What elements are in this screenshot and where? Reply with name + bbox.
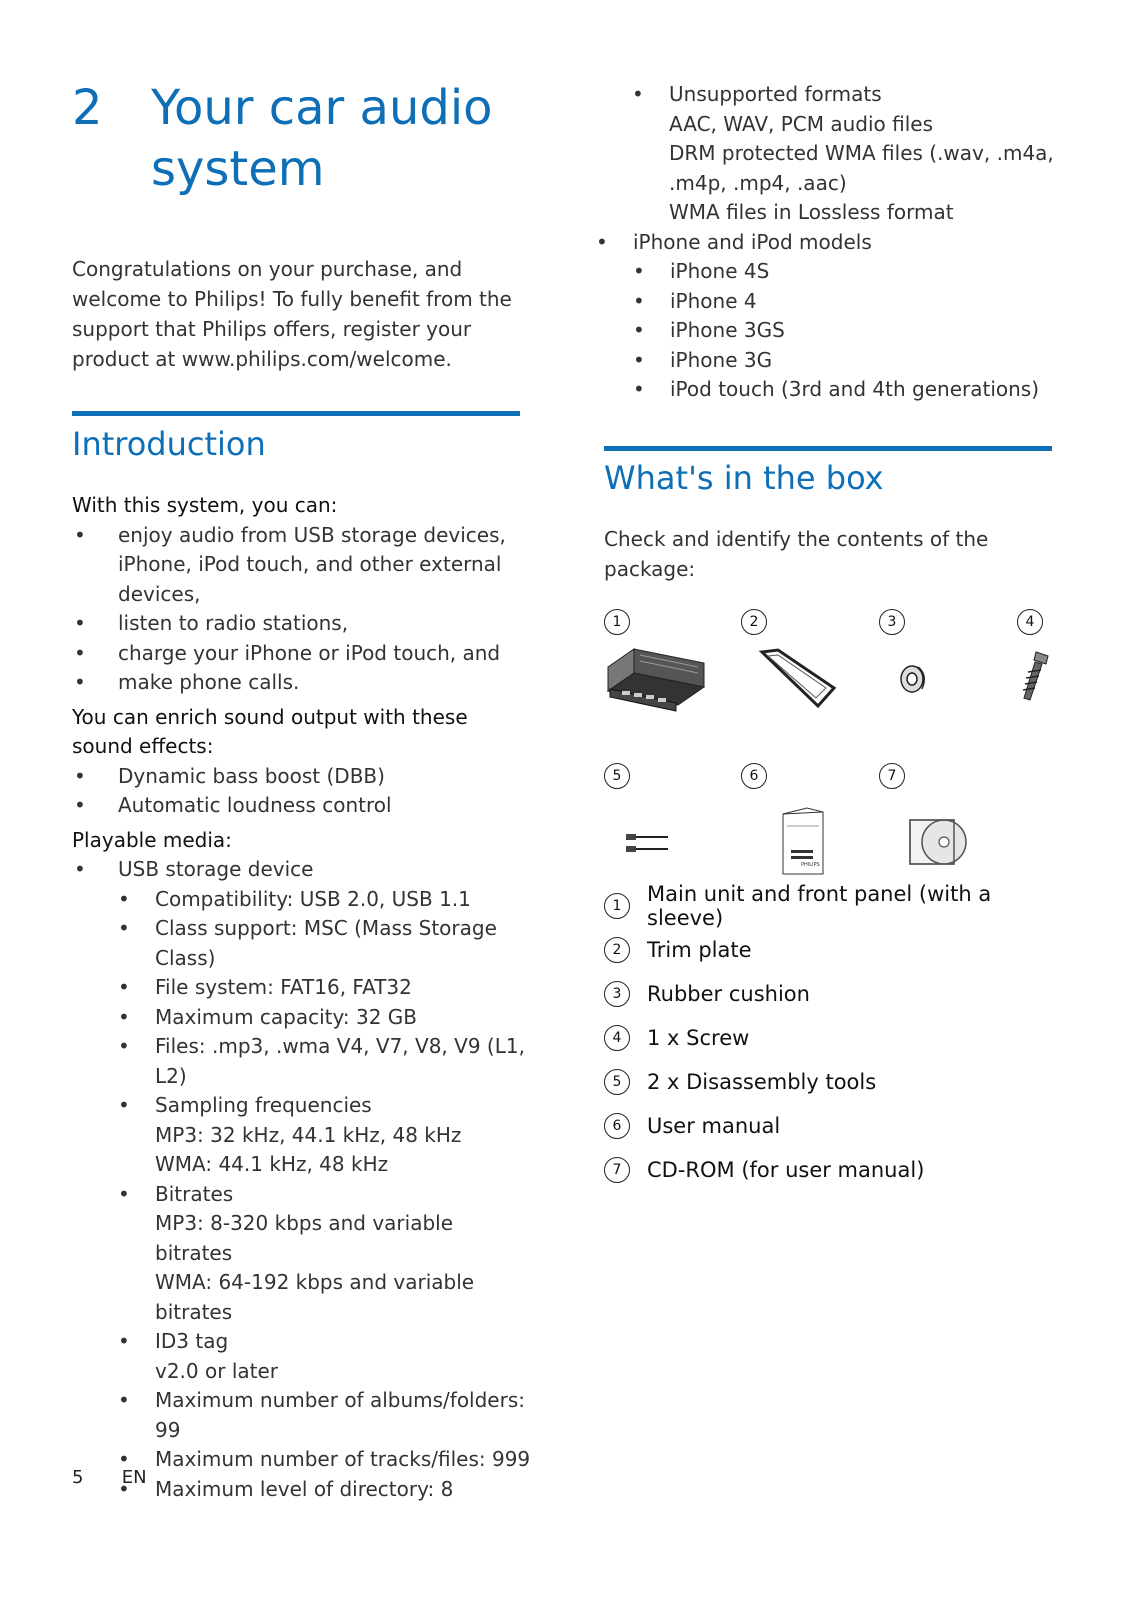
right-column-lists [596,80,1076,405]
list-item [118,885,532,915]
list-item [604,1104,1074,1148]
spec-detail: WMA: 64-192 kbps and variable bitrates [155,1270,475,1324]
trim-plate-illustration [758,648,838,710]
user-manual-illustration [781,806,825,876]
unsupported-label: • Unsupported formats [669,82,882,106]
spec-label: • Maximum level of directory: 8 [155,1476,454,1501]
spec-detail: WMA: 44.1 kHz, 48 kHz [155,1152,389,1176]
spec-label: • ID3 tag [155,1329,229,1353]
spec-label: • File system: FAT16, FAT32 [155,975,412,999]
iphone-models-list [633,257,1076,405]
legend-label: CD-ROM (for user manual) [647,1158,925,1182]
list-item [118,1327,532,1386]
unsupported-line: DRM protected WMA files (.wav, .m4a, .m4p, .mp4, .aac) [669,141,1054,195]
legend-label: Rubber cushion [647,982,810,1006]
item-number-1: 1 [604,609,630,635]
chapter-number: 2 [72,80,103,136]
spec-label: • Maximum number of tracks/files: 999 [155,1447,531,1471]
list-item [596,228,1076,405]
list-item [118,1003,532,1033]
legend-number: 4 [604,1025,630,1051]
spec-label: • Sampling frequencies [155,1093,372,1117]
box-instruction: Check and identify the contents of the package: [604,527,989,581]
item-number-7: 7 [879,763,905,789]
disassembly-tools-illustration [624,830,670,858]
list-item [604,1148,1074,1192]
unsupported-list [596,80,1076,228]
box-contents-list [604,884,1074,1192]
list-item [118,914,532,973]
legend-number: 7 [604,1157,630,1183]
screw-illustration [1020,650,1050,704]
introduction-body [72,491,532,1504]
spec-label: • Class support: MSC (Mass Storage Class) [155,916,497,970]
list-item: • make phone calls. [72,668,532,698]
item-number-6: 6 [741,763,767,789]
effects-list [72,762,532,821]
playable-list [72,855,532,1504]
chapter-title-line-2: system [151,141,325,197]
spec-label: • Bitrates [155,1181,234,1206]
list-item [118,973,532,1003]
unsupported-line: WMA files in Lossless format [669,200,954,224]
list-item [632,80,1076,228]
page-footer [72,1467,147,1488]
item-number-4: 4 [1017,609,1043,635]
legend-number: 1 [604,893,630,919]
list-item [118,1180,532,1328]
list-item [118,1032,532,1091]
cd-rom-illustration [908,818,980,866]
list-item [118,1091,532,1180]
introduction-rule [72,411,520,416]
box-rule [604,446,1052,451]
usb-label: USB storage device [118,857,314,881]
iphone-label: • iPhone and iPod models [633,229,872,254]
iphone-list [596,228,1076,405]
can-list [72,521,532,698]
language-code: EN [121,1467,147,1488]
rubber-cushion-illustration [898,657,930,695]
list-item [604,928,1074,972]
legend-label: Main unit and front panel (with a sleeve) [647,882,992,930]
list-item: • Dynamic bass boost (DBB) [72,762,532,792]
list-item [604,972,1074,1016]
chapter-title-text [151,78,571,200]
legend-label: User manual [647,1114,781,1138]
playable-label: Playable media: [72,827,232,852]
welcome-paragraph: Congratulations on your purchase, and welcome to Philips! To fully benefit from the support that Philips offers, register your product at www.philips.com/welcome. [72,257,512,371]
usb-specs-list [118,885,532,1505]
list-item: • listen to radio stations, [72,609,532,639]
spec-label: • Files: .mp3, .wma V4, V7, V8, V9 (L1, L2) [155,1034,525,1088]
item-number-5: 5 [604,763,630,789]
spec-detail: MP3: 32 kHz, 44.1 kHz, 48 kHz [155,1122,462,1147]
legend-number: 3 [604,981,630,1007]
list-item [118,1475,532,1505]
list-item: • Automatic loudness control [72,791,532,821]
item-number-2: 2 [741,609,767,635]
list-item: • iPhone 3G [633,346,1076,376]
list-item: • enjoy audio from USB storage devices, iPhone, iPod touch, and other external devices, [72,521,532,610]
list-item: • iPhone 4 [633,287,1076,317]
legend-label: 1 x Screw [647,1026,750,1050]
spec-detail: v2.0 or later [155,1358,278,1383]
spec-label: • Maximum number of albums/folders: 99 [155,1388,525,1442]
list-item: • charge your iPhone or iPod touch, and [72,639,532,669]
introduction-heading: Introduction [72,425,266,463]
list-item: • iPhone 3GS [633,316,1076,346]
with-system-label: With this system, you can: [72,493,338,517]
spec-detail: MP3: 8-320 kbps and variable bitrates [155,1211,454,1265]
box-heading: What's in the box [604,459,884,497]
list-item: • iPod touch (3rd and 4th generations) [633,375,1076,405]
chapter-title-line-1: Your car audio [151,80,493,136]
legend-number: 2 [604,937,630,963]
item-number-3: 3 [879,609,905,635]
spec-label: • Maximum capacity: 32 GB [155,1004,418,1029]
list-item [604,884,1074,928]
legend-label: 2 x Disassembly tools [647,1070,877,1094]
list-item [604,1060,1074,1104]
list-item [118,1445,532,1475]
list-item [118,1386,532,1445]
page-number: 5 [72,1467,84,1488]
legend-label: Trim plate [647,938,752,962]
spec-label: • Compatibility: USB 2.0, USB 1.1 [155,886,471,911]
legend-number: 6 [604,1113,630,1139]
unsupported-line: AAC, WAV, PCM audio files [669,111,934,136]
main-unit-illustration [604,643,714,717]
list-item [72,855,532,1504]
list-item: • iPhone 4S [633,257,1076,287]
legend-number: 5 [604,1069,630,1095]
enrich-label: You can enrich sound output with these sound effects: [72,704,468,758]
manual-brand: PHILIPS [801,862,820,868]
list-item [604,1016,1074,1060]
